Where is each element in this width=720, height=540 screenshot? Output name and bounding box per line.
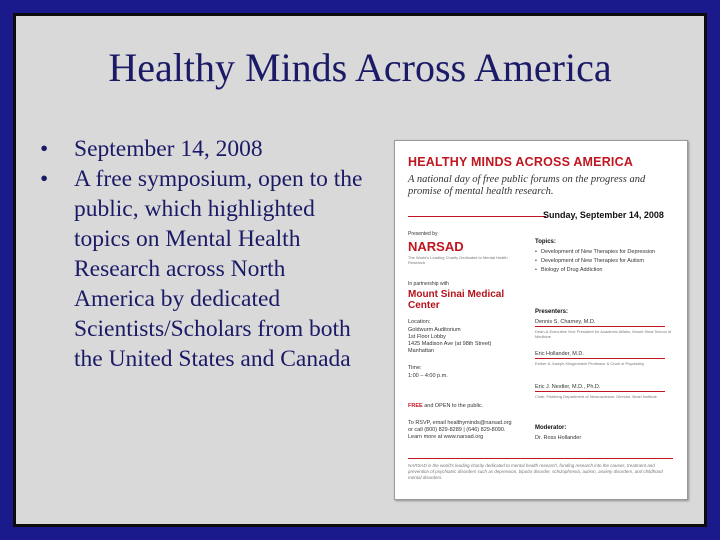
narsad-logo-text: NARSAD [408,239,464,254]
location-label: Location: [408,319,431,325]
poster-date: Sunday, September 14, 2008 [543,210,664,220]
poster-subtitle: A national day of free public forums on the progress and promise of mental health research. [408,174,646,197]
mount-sinai-logo-text: Mount Sinai Medical Center [408,289,505,311]
presenter-detail: Esther & Joseph Klingenstein Professor & Chair of Psychiatry [535,361,644,366]
presenter-rule [535,391,665,392]
presenter-rule [535,326,665,327]
event-poster [394,140,688,500]
location-line: 1425 Madison Ave (at 98th Street) [408,341,492,347]
topics-heading: Topics: [535,239,556,245]
location-line: 1st Floor Lobby [408,334,446,340]
presenter-detail: Dean & Executive Vice President for Academic Affairs, Mount Sinai School of Medicine [535,329,672,339]
slide-title: Healthy Minds Across America [108,45,612,90]
rsvp-line: To RSVP, email healthyminds@narsad.org [408,420,512,426]
presenter-rule [535,358,665,359]
partnership-label: In partnership with [408,281,449,287]
presenter-detail: Chair, Fishberg Department of Neuroscience; Director, Brain Institute [535,394,657,399]
time-value: 1:00 – 4:00 p.m. [408,373,448,379]
free-rest: and OPEN to the public. [422,403,484,409]
presenter-name: Dennis S. Charney, M.D. [535,319,596,325]
topic-item: • Development of New Therapies for Autism [535,258,665,265]
time-label: Time: [408,365,422,371]
bullet-item [40,134,370,164]
narsad-tagline: The World's Leading Charity Dedicated to Mental Health Research [408,255,508,265]
presenters-heading: Presenters: [535,309,569,315]
footer-rule [408,458,673,459]
poster-footer: NARSAD is the world's leading charity dedicated to mental health research, funding research into the causes, treatment and prevention of psychiatric disorders such as depression, bipolar disorder, schizophrenia, autism, anxiety disorders, and childhood mental disorders. [408,463,663,480]
bullet-text: A free symposium, open to the public, which highlighted topics on Mental Health Research across North America by dedicated Scientists/Scholars from both the United States and Canada [74,166,363,372]
presenter-name: Eric Hollander, M.D. [535,351,584,357]
poster-title: HEALTHY MINDS ACROSS AMERICA [408,155,634,169]
moderator-name: Dr. Ross Hollander [535,435,582,441]
moderator-heading: Moderator: [535,425,567,431]
free-emphasis: FREE [408,403,423,409]
topic-item: • Biology of Drug Addiction [535,267,665,274]
bullet-item [40,164,370,374]
bullet-text: September 14, 2008 [74,136,263,162]
poster-rule [408,216,546,217]
bullet-list [40,134,370,374]
bullet-dot: • [40,166,49,192]
rsvp-line: Learn more at www.narsad.org [408,434,484,440]
presenter-name: Eric J. Nestler, M.D., Ph.D. [535,384,601,390]
slide [13,13,707,527]
location-line: Manhattan [408,348,434,354]
rsvp-line: or call (800) 829-8289 | (646) 829-8090. [408,427,506,433]
location-line: Goldwurm Auditorium [408,327,461,333]
topic-item: • Development of New Therapies for Depression [535,249,665,256]
presented-by-label: Presented by [408,231,438,237]
bullet-dot: • [40,136,49,162]
topics-list [535,249,665,276]
free-notice [408,403,483,409]
